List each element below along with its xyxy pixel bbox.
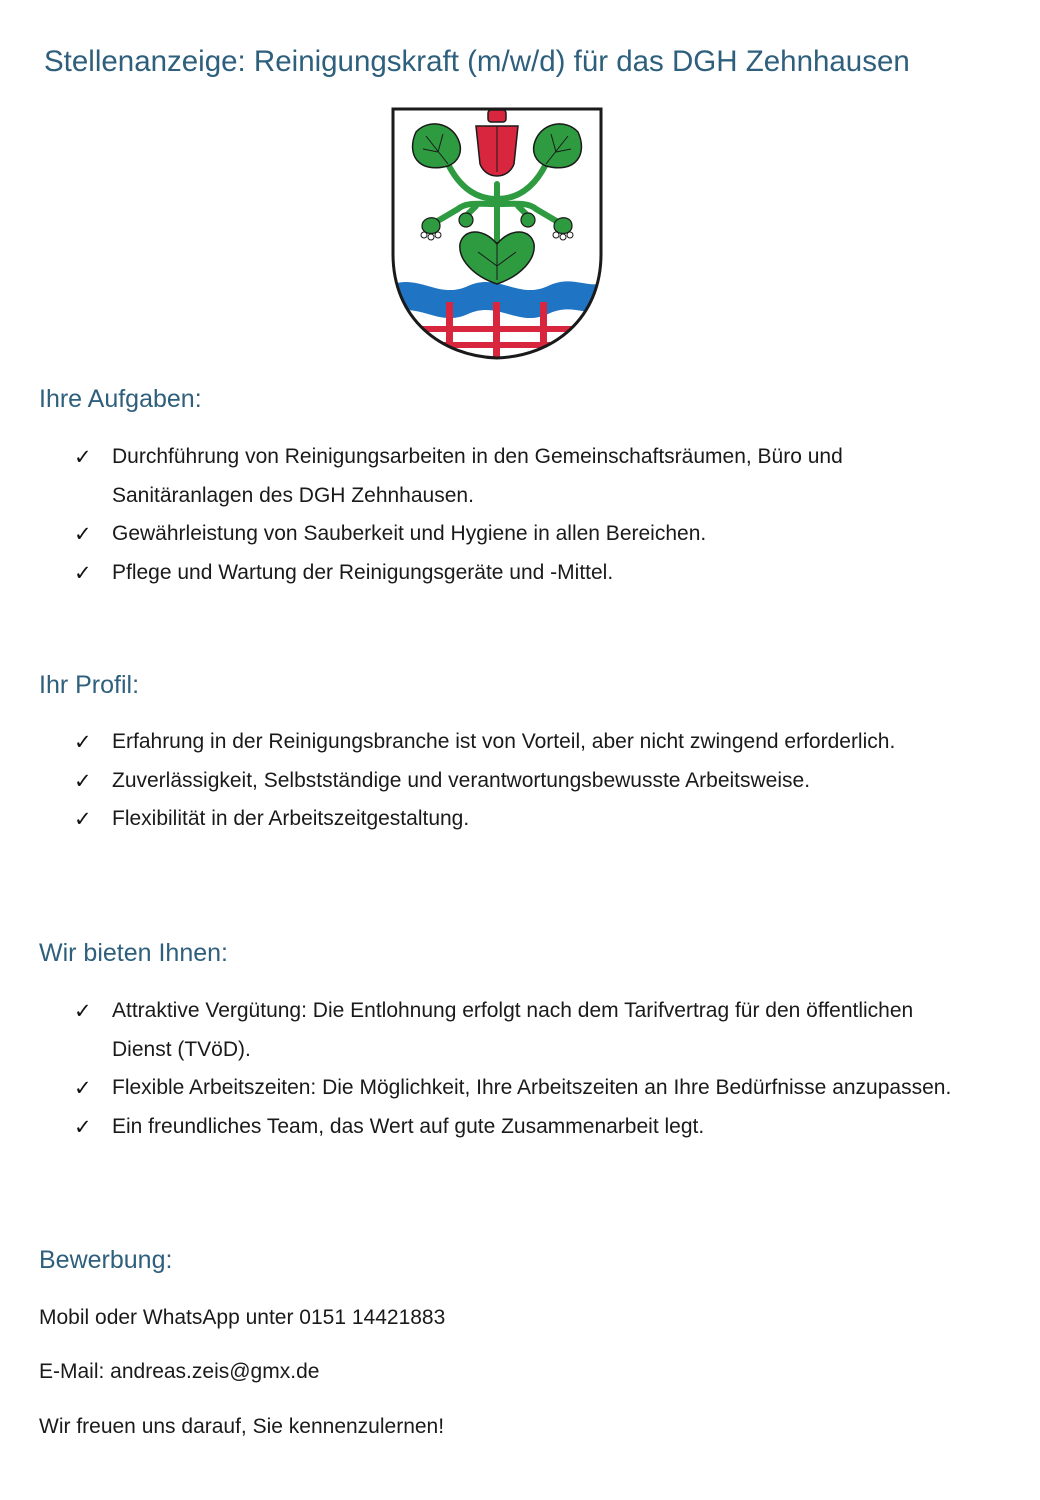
list-item: ✓ Zuverlässigkeit, Selbstständige und verantwortungsbewusste Arbeitsweise. (74, 762, 974, 801)
check-icon: ✓ (74, 999, 92, 1023)
contact-phone: Mobil oder WhatsApp unter 0151 14421883 (39, 1306, 446, 1329)
check-icon: ✓ (74, 730, 92, 754)
list-item: ✓ Gewährleistung von Sauberkeit und Hygiene in allen Bereichen. (74, 515, 974, 554)
section-heading-application: Bewerbung: (39, 1246, 173, 1274)
closing-text: Wir freuen uns darauf, Sie kennenzulernen! (39, 1415, 445, 1438)
list-item: ✓ Attraktive Vergütung: Die Entlohnung erfolgt nach dem Tarifvertrag für den öffentlichen Dienst (TVöD). (74, 992, 974, 1069)
check-icon: ✓ (74, 768, 92, 793)
section-heading-profile: Ihr Profil: (39, 671, 140, 699)
list-item: ✓ Ein freundliches Team, das Wert auf gute Zusammenarbeit legt. (74, 1108, 974, 1147)
offer-list (74, 992, 974, 1146)
check-icon: ✓ (74, 807, 92, 832)
list-item: ✓ Erfahrung in der Reinigungsbranche ist von Vorteil, aber nicht zwingend erforderlich. (74, 723, 974, 762)
page-title: Stellenanzeige: Reinigungskraft (m/w/d) für das DGH Zehnhausen (44, 45, 910, 78)
list-item: ✓ Flexible Arbeitszeiten: Die Möglichkeit, Ihre Arbeitszeiten an Ihre Bedürfnisse anzupassen. (74, 1069, 974, 1108)
check-icon: ✓ (74, 522, 92, 547)
section-heading-offer: Wir bieten Ihnen: (39, 939, 228, 967)
check-icon: ✓ (74, 1114, 92, 1139)
check-icon: ✓ (74, 445, 92, 469)
section-heading-tasks: Ihre Aufgaben: (39, 385, 202, 413)
coat-of-arms-icon (388, 104, 606, 362)
tasks-list (74, 438, 974, 592)
check-icon: ✓ (74, 1076, 92, 1101)
profile-list (74, 723, 974, 839)
list-item: ✓ Flexibilität in der Arbeitszeitgestaltung. (74, 800, 974, 839)
check-icon: ✓ (74, 560, 92, 585)
list-item: ✓ Pflege und Wartung der Reinigungsgeräte und -Mittel. (74, 554, 974, 593)
contact-email: E-Mail: andreas.zeis@gmx.de (39, 1360, 320, 1383)
list-item: ✓ Durchführung von Reinigungsarbeiten in den Gemeinschaftsräumen, Büro und Sanitäranlagen des DGH Zehnhausen. (74, 438, 974, 515)
